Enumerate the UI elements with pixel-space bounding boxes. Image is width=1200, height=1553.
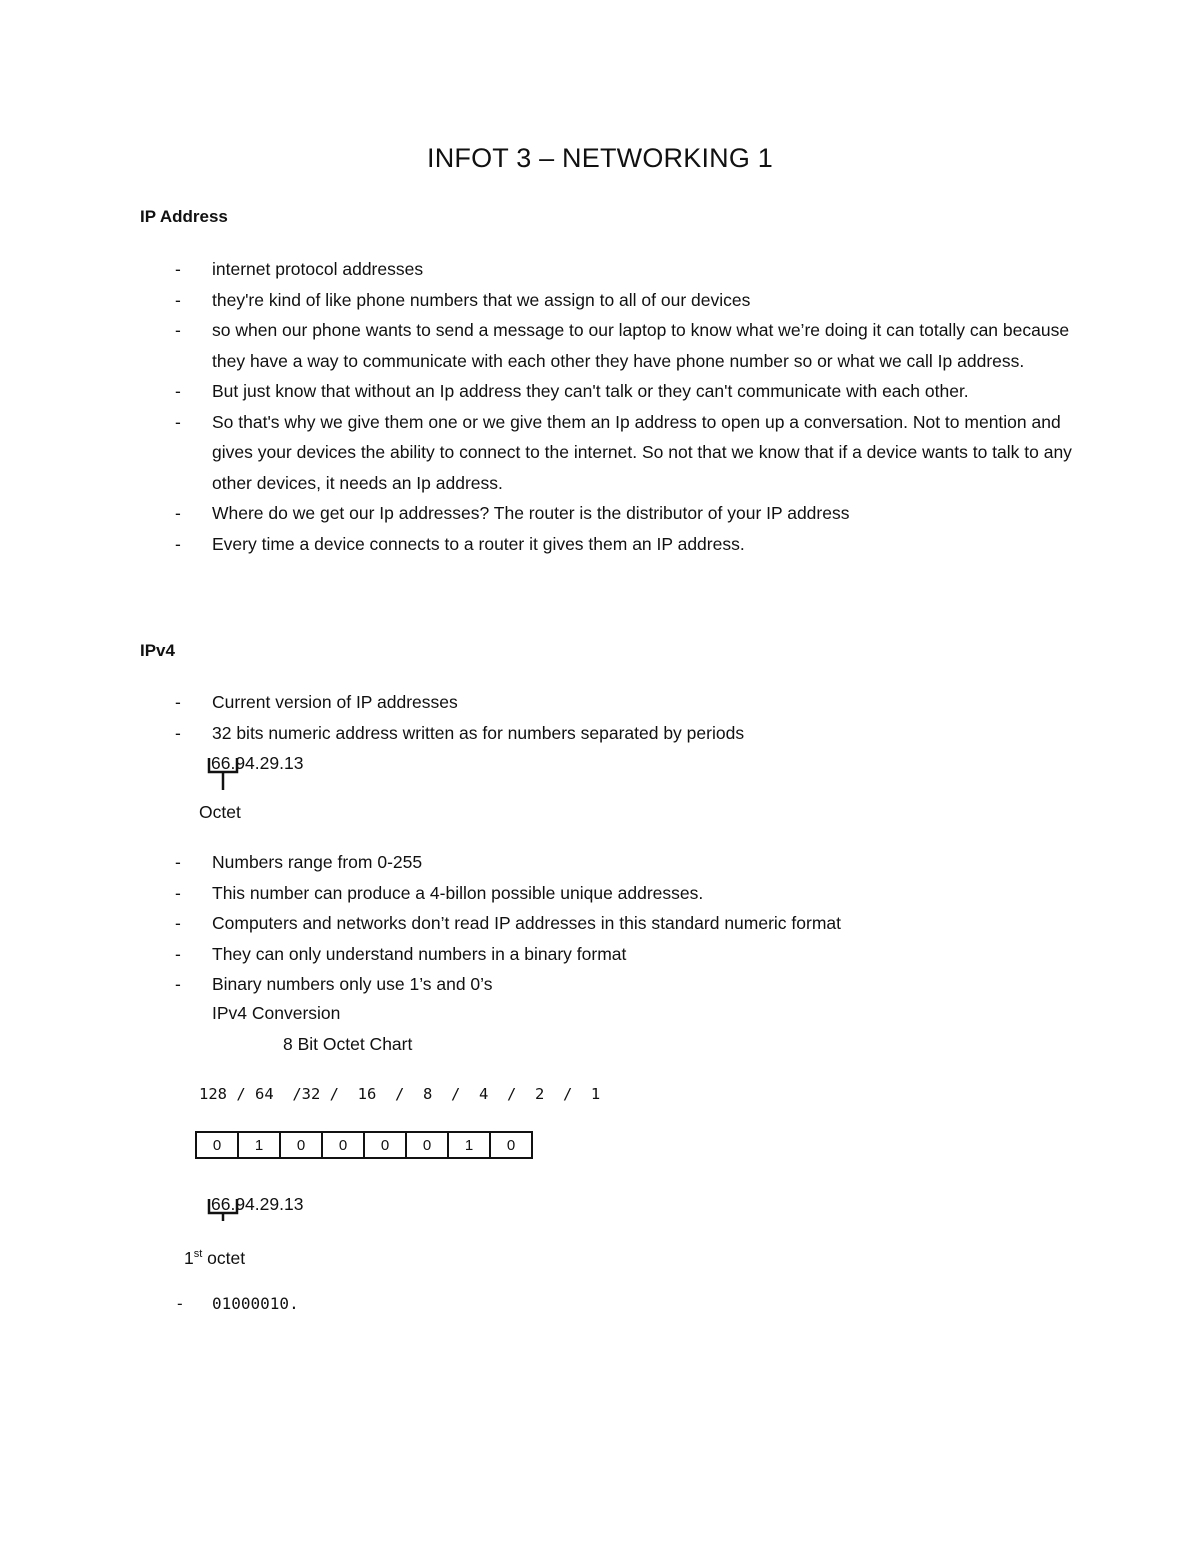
bullet-item: - so when our phone wants to send a message to our laptop to know what we’re doing it can totally can because they have a way to communicate with each other they have phone number so or what we call Ip address. bbox=[175, 315, 1075, 376]
bit-cell: 0 bbox=[490, 1132, 532, 1158]
bit-cell: 0 bbox=[322, 1132, 364, 1158]
ipv4-bullet-list-a bbox=[175, 687, 1075, 748]
bullet-item: - So that's why we give them one or we give them an Ip address to open up a conversation. Not to mention and gives your devices the ability to connect to the internet. So not that we know that if a device wants to talk to any other devices, it needs an Ip address. bbox=[175, 407, 1075, 499]
first-octet-word: octet bbox=[202, 1247, 246, 1268]
octet-bracket-icon bbox=[205, 756, 245, 796]
octet-chart-label: 8 Bit Octet Chart bbox=[283, 1034, 413, 1054]
bit-cell: 0 bbox=[364, 1132, 406, 1158]
first-octet-label bbox=[184, 1242, 245, 1270]
bullet-item: - 32 bits numeric address written as for numbers separated by periods bbox=[175, 718, 1075, 749]
bullet-item: - They can only understand numbers in a binary format bbox=[175, 939, 1075, 970]
binary-octet-table bbox=[195, 1131, 533, 1159]
bit-cell: 0 bbox=[406, 1132, 448, 1158]
bullet-item: - This number can produce a 4-billon possible unique addresses. bbox=[175, 878, 1075, 909]
bullet-item: - internet protocol addresses bbox=[175, 254, 1075, 285]
first-octet-bracket-icon bbox=[205, 1197, 245, 1227]
bullet-item: - Numbers range from 0-255 bbox=[175, 847, 1075, 878]
first-octet-suffix: st bbox=[193, 1248, 203, 1260]
bullet-item: - Current version of IP addresses bbox=[175, 687, 1075, 718]
table-row bbox=[196, 1132, 532, 1158]
bullet-item: - Computers and networks don’t read IP addresses in this standard numeric format bbox=[175, 908, 1075, 939]
ip-address-bullet-list bbox=[175, 254, 1075, 559]
bit-cell: 1 bbox=[238, 1132, 280, 1158]
section-heading-ipv4: IPv4 bbox=[140, 641, 175, 660]
bullet-item: - Binary numbers only use 1’s and 0’s bbox=[175, 969, 1075, 1000]
bit-cell: 0 bbox=[196, 1132, 238, 1158]
bit-values-row: 128 / 64 /32 / 16 / 8 / 4 / 2 / 1 bbox=[199, 1085, 601, 1103]
binary-result-list bbox=[175, 1289, 1075, 1320]
bit-cell: 1 bbox=[448, 1132, 490, 1158]
bullet-item: - Every time a device connects to a router it gives them an IP address. bbox=[175, 529, 1075, 560]
ipv4-bullet-list-b bbox=[175, 847, 1075, 1000]
bullet-item: - they're kind of like phone numbers that we assign to all of our devices bbox=[175, 285, 1075, 316]
octet-label: Octet bbox=[199, 802, 241, 822]
document-title: INFOT 3 – NETWORKING 1 bbox=[427, 143, 773, 173]
example-ip-address-2: 66.94.29.13 bbox=[211, 1194, 304, 1214]
bullet-item: - Where do we get our Ip addresses? The router is the distributor of your IP address bbox=[175, 498, 1075, 529]
bullet-item: - But just know that without an Ip address they can't talk or they can't communicate with each other. bbox=[175, 376, 1075, 407]
binary-result: - 01000010. bbox=[175, 1289, 1075, 1320]
section-heading-ip-address: IP Address bbox=[140, 207, 228, 226]
first-octet-number: 1 bbox=[184, 1247, 194, 1268]
bit-cell: 0 bbox=[280, 1132, 322, 1158]
ipv4-conversion-label: IPv4 Conversion bbox=[212, 1003, 341, 1023]
example-ip-address: 66.94.29.13 bbox=[211, 753, 304, 773]
